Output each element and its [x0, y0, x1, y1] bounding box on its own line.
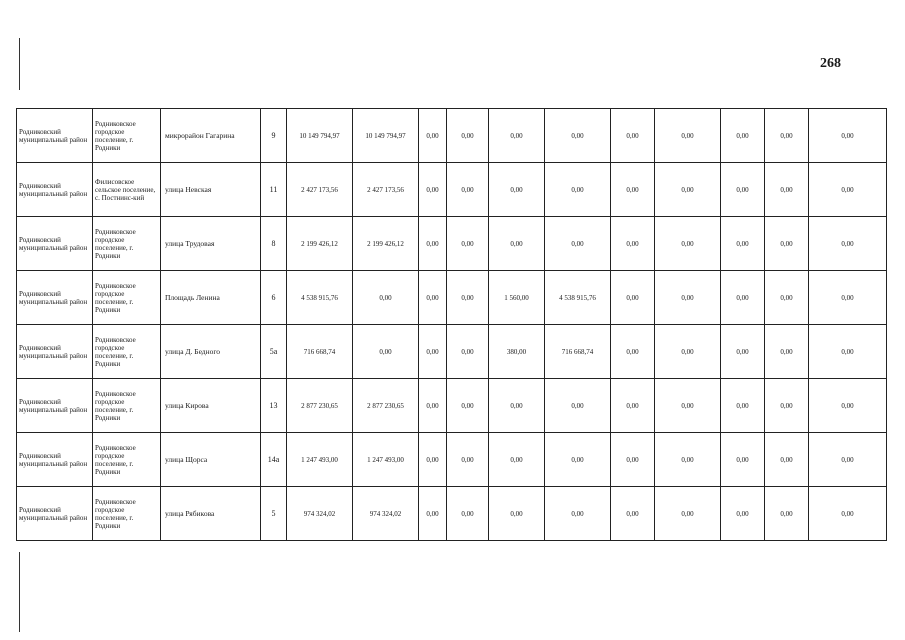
cell-c10: 0,00 — [765, 109, 809, 163]
cell-settlement: Родниковское городское поселение, г. Родники — [93, 217, 161, 271]
cell-c2: 2 199 426,12 — [353, 217, 419, 271]
cell-house: 6 — [261, 271, 287, 325]
cell-c7: 0,00 — [611, 325, 655, 379]
cell-c8: 0,00 — [655, 109, 721, 163]
cell-c3: 0,00 — [419, 433, 447, 487]
cell-settlement: Филисовское сельское поселение, с. Постнинс-кий — [93, 163, 161, 217]
cell-c3: 0,00 — [419, 217, 447, 271]
cell-c6: 0,00 — [545, 163, 611, 217]
cell-c1: 716 668,74 — [287, 325, 353, 379]
cell-house: 8 — [261, 217, 287, 271]
cell-c3: 0,00 — [419, 325, 447, 379]
cell-c8: 0,00 — [655, 217, 721, 271]
cell-c5: 380,00 — [489, 325, 545, 379]
cell-district: Родниковский муниципальный район — [17, 325, 93, 379]
cell-settlement: Родниковское городское поселение, г. Родники — [93, 271, 161, 325]
cell-c7: 0,00 — [611, 163, 655, 217]
cell-settlement: Родниковское городское поселение, г. Родники — [93, 109, 161, 163]
table-row — [17, 487, 887, 541]
cell-c6: 0,00 — [545, 433, 611, 487]
cell-c11: 0,00 — [809, 271, 887, 325]
cell-district: Родниковский муниципальный район — [17, 217, 93, 271]
cell-c8: 0,00 — [655, 379, 721, 433]
cell-c8: 0,00 — [655, 163, 721, 217]
cell-c1: 1 247 493,00 — [287, 433, 353, 487]
table-row — [17, 271, 887, 325]
table-row — [17, 217, 887, 271]
cell-c2: 0,00 — [353, 271, 419, 325]
cell-c3: 0,00 — [419, 271, 447, 325]
cell-settlement: Родниковское городское поселение, г. Родники — [93, 433, 161, 487]
cell-c6: 0,00 — [545, 379, 611, 433]
cell-c5: 0,00 — [489, 163, 545, 217]
table-row — [17, 163, 887, 217]
cell-street: улица Рябикова — [161, 487, 261, 541]
cell-c8: 0,00 — [655, 325, 721, 379]
cell-c6: 0,00 — [545, 109, 611, 163]
cell-district: Родниковский муниципальный район — [17, 109, 93, 163]
cell-c8: 0,00 — [655, 433, 721, 487]
cell-settlement: Родниковское городское поселение, г. Родники — [93, 379, 161, 433]
cell-c3: 0,00 — [419, 163, 447, 217]
cell-district: Родниковский муниципальный район — [17, 433, 93, 487]
cell-c8: 0,00 — [655, 271, 721, 325]
cell-c4: 0,00 — [447, 433, 489, 487]
cell-c6: 716 668,74 — [545, 325, 611, 379]
scan-mark — [19, 38, 20, 90]
cell-c11: 0,00 — [809, 109, 887, 163]
cell-c1: 4 538 915,76 — [287, 271, 353, 325]
cell-c11: 0,00 — [809, 217, 887, 271]
cell-c7: 0,00 — [611, 271, 655, 325]
cell-c6: 0,00 — [545, 217, 611, 271]
cell-c3: 0,00 — [419, 109, 447, 163]
cell-c11: 0,00 — [809, 433, 887, 487]
cell-c10: 0,00 — [765, 217, 809, 271]
cell-c9: 0,00 — [721, 271, 765, 325]
cell-c5: 0,00 — [489, 433, 545, 487]
cell-house: 5 — [261, 487, 287, 541]
cell-c1: 2 427 173,56 — [287, 163, 353, 217]
cell-c1: 2 877 230,65 — [287, 379, 353, 433]
cell-c4: 0,00 — [447, 163, 489, 217]
cell-c9: 0,00 — [721, 487, 765, 541]
cell-street: улица Кирова — [161, 379, 261, 433]
cell-settlement: Родниковское городское поселение, г. Родники — [93, 325, 161, 379]
data-table — [16, 108, 887, 541]
cell-c4: 0,00 — [447, 325, 489, 379]
cell-c10: 0,00 — [765, 487, 809, 541]
cell-c9: 0,00 — [721, 109, 765, 163]
cell-c6: 0,00 — [545, 487, 611, 541]
cell-district: Родниковский муниципальный район — [17, 379, 93, 433]
cell-c2: 0,00 — [353, 325, 419, 379]
cell-c11: 0,00 — [809, 325, 887, 379]
cell-street: улица Щорса — [161, 433, 261, 487]
cell-c5: 0,00 — [489, 217, 545, 271]
table-row — [17, 325, 887, 379]
cell-c5: 0,00 — [489, 109, 545, 163]
cell-house: 5а — [261, 325, 287, 379]
cell-house: 11 — [261, 163, 287, 217]
cell-house: 14а — [261, 433, 287, 487]
cell-c1: 974 324,02 — [287, 487, 353, 541]
cell-c10: 0,00 — [765, 379, 809, 433]
cell-c10: 0,00 — [765, 163, 809, 217]
cell-c4: 0,00 — [447, 217, 489, 271]
cell-c9: 0,00 — [721, 433, 765, 487]
cell-settlement: Родниковское городское поселение, г. Родники — [93, 487, 161, 541]
cell-c8: 0,00 — [655, 487, 721, 541]
cell-c7: 0,00 — [611, 433, 655, 487]
cell-c7: 0,00 — [611, 379, 655, 433]
cell-c7: 0,00 — [611, 487, 655, 541]
cell-c9: 0,00 — [721, 163, 765, 217]
cell-c4: 0,00 — [447, 487, 489, 541]
cell-district: Родниковский муниципальный район — [17, 271, 93, 325]
cell-district: Родниковский муниципальный район — [17, 163, 93, 217]
cell-c10: 0,00 — [765, 433, 809, 487]
cell-street: улица Невская — [161, 163, 261, 217]
table-row — [17, 379, 887, 433]
cell-c5: 0,00 — [489, 379, 545, 433]
cell-street: микрорайон Гагарина — [161, 109, 261, 163]
cell-c9: 0,00 — [721, 325, 765, 379]
table-row — [17, 109, 887, 163]
table-row — [17, 433, 887, 487]
cell-house: 9 — [261, 109, 287, 163]
cell-c10: 0,00 — [765, 271, 809, 325]
cell-c3: 0,00 — [419, 379, 447, 433]
cell-c4: 0,00 — [447, 109, 489, 163]
cell-c1: 2 199 426,12 — [287, 217, 353, 271]
cell-c2: 10 149 794,97 — [353, 109, 419, 163]
cell-c5: 1 560,00 — [489, 271, 545, 325]
cell-house: 13 — [261, 379, 287, 433]
cell-street: улица Д. Бедного — [161, 325, 261, 379]
cell-c4: 0,00 — [447, 379, 489, 433]
cell-street: улица Трудовая — [161, 217, 261, 271]
cell-c2: 2 427 173,56 — [353, 163, 419, 217]
page-number: 268 — [820, 56, 841, 71]
cell-c11: 0,00 — [809, 163, 887, 217]
cell-c7: 0,00 — [611, 109, 655, 163]
cell-c9: 0,00 — [721, 379, 765, 433]
cell-street: Площадь Ленина — [161, 271, 261, 325]
cell-district: Родниковский муниципальный район — [17, 487, 93, 541]
cell-c9: 0,00 — [721, 217, 765, 271]
cell-c4: 0,00 — [447, 271, 489, 325]
cell-c7: 0,00 — [611, 217, 655, 271]
scan-mark — [19, 552, 20, 632]
cell-c6: 4 538 915,76 — [545, 271, 611, 325]
cell-c2: 974 324,02 — [353, 487, 419, 541]
cell-c11: 0,00 — [809, 487, 887, 541]
cell-c3: 0,00 — [419, 487, 447, 541]
cell-c1: 10 149 794,97 — [287, 109, 353, 163]
cell-c2: 2 877 230,65 — [353, 379, 419, 433]
cell-c10: 0,00 — [765, 325, 809, 379]
cell-c11: 0,00 — [809, 379, 887, 433]
cell-c5: 0,00 — [489, 487, 545, 541]
cell-c2: 1 247 493,00 — [353, 433, 419, 487]
